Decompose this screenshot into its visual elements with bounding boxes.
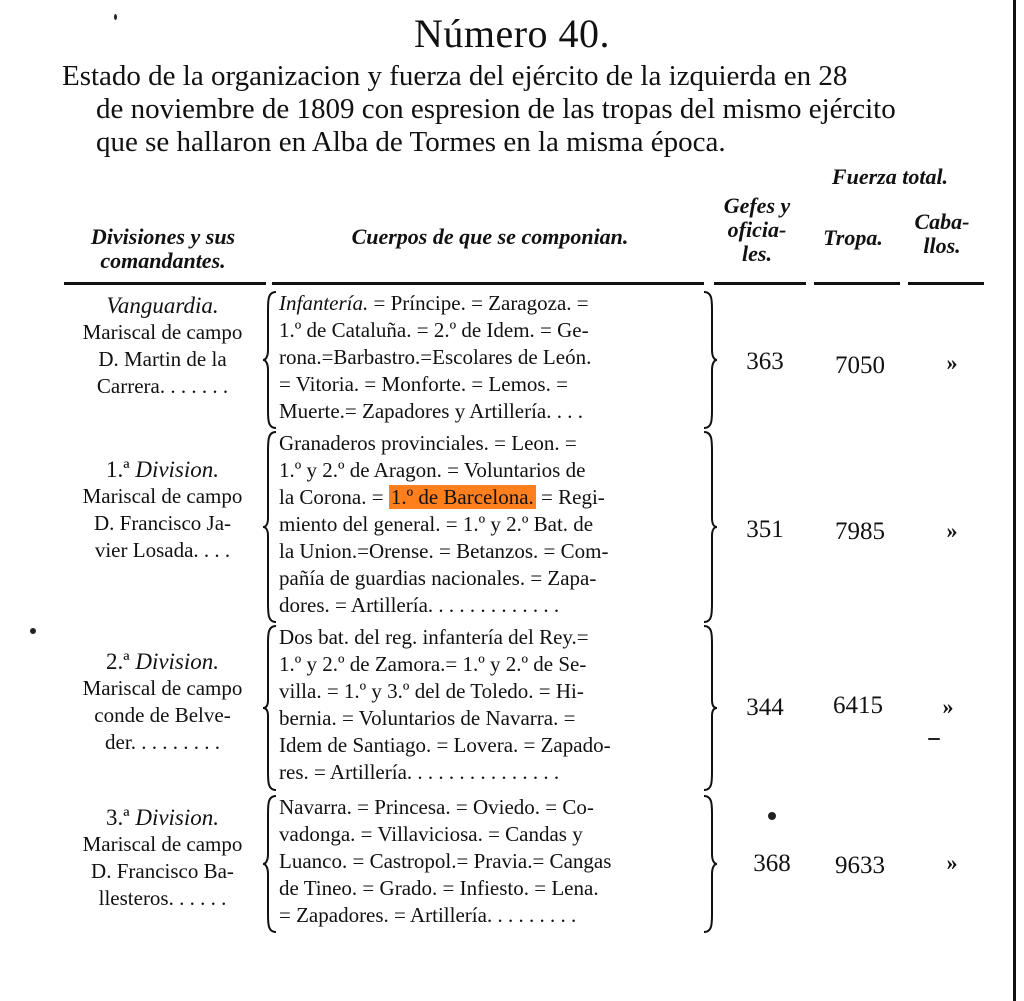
page-edge-line <box>1013 0 1016 1001</box>
division-name <box>60 648 265 675</box>
row-division-2-commander <box>60 648 265 756</box>
row-vanguardia-cuerpos <box>279 290 707 425</box>
body-line: Navarra. = Princesa. = Oviedo. = Co- <box>279 795 594 819</box>
division-name <box>60 456 265 483</box>
header-rule-gefes <box>714 282 806 285</box>
body-line: de Tineo. = Grado. = Infiesto. = Lena. <box>279 876 599 900</box>
body-line: rona.=Barbastro.=Escolares de León. <box>279 345 592 369</box>
left-brace <box>262 794 278 934</box>
body-text: = Regi- <box>535 485 605 509</box>
right-brace <box>702 430 718 624</box>
right-brace <box>702 794 718 934</box>
ink-speck <box>928 738 940 740</box>
caballos-value: » <box>946 350 958 375</box>
division-name: Vanguardia. <box>106 293 219 318</box>
header-line: comandantes. <box>100 248 226 273</box>
header-cuerpos: Cuerpos de que se componian. <box>351 224 629 249</box>
commander-line: Mariscal de campo <box>82 320 243 344</box>
commander-line: Carrera. . . . . . . <box>96 374 229 398</box>
body-line: res. = Artillería. . . . . . . . . . . . . . . <box>279 760 560 784</box>
commander-line: Mariscal de campo <box>82 484 243 508</box>
division-prefix: 1.ª <box>105 457 130 482</box>
commander-line: llesteros. . . . . . <box>98 886 227 910</box>
body-line: = Zapadores. = Artillería. . . . . . . . . <box>279 903 577 927</box>
division-prefix: 2.ª <box>105 649 130 674</box>
division-label: Division. <box>135 805 220 830</box>
body-line: Granaderos provinciales. = Leon. = <box>279 431 577 455</box>
commander-line: Mariscal de campo <box>82 676 243 700</box>
gefes-value: 344 <box>746 694 784 721</box>
body-line <box>279 484 707 511</box>
row-vanguardia-commander <box>60 292 265 400</box>
row-division-1-commander <box>60 456 265 564</box>
header-line: Divisiones y sus <box>90 224 236 249</box>
header-rule-cuerpos <box>272 282 704 285</box>
commander-line: D. Francisco Ja- <box>93 511 232 535</box>
header-caballos <box>902 210 982 258</box>
caballos-value: » <box>942 694 954 719</box>
body-line: villa. = 1.º y 3.º del de Toledo. = Hi- <box>279 679 584 703</box>
body-line: vadonga. = Villaviciosa. = Candas y <box>279 822 583 846</box>
header-line: llos. <box>923 233 961 258</box>
header-tropa: Tropa. <box>823 225 883 250</box>
tropa-value: 7050 <box>835 352 885 379</box>
header-line: Caba- <box>914 209 970 234</box>
header-rule-divisiones <box>64 282 266 285</box>
commander-line: conde de Belve- <box>94 703 231 727</box>
header-line: les. <box>742 241 772 266</box>
body-line <box>279 290 707 317</box>
body-line: pañía de guardias nacionales. = Zapa- <box>279 566 597 590</box>
row-division-2-cuerpos <box>279 624 707 786</box>
body-line: bernia. = Voluntarios de Navarra. = <box>279 706 576 730</box>
commander-line: D. Martin de la <box>98 347 227 371</box>
subtitle-line: de noviembre de 1809 con espresion de las tropas del mismo ejército <box>96 93 896 125</box>
highlighted-text: 1.º de Barcelona. <box>390 485 534 509</box>
row-division-3-cuerpos <box>279 794 707 929</box>
body-line: miento del general. = 1.º y 2.º Bat. de <box>279 512 594 536</box>
subtitle-line: que se hallaron en Alba de Tormes en la misma época. <box>96 126 726 158</box>
division-prefix: 3.ª <box>105 805 130 830</box>
body-line: Luanco. = Castropol.= Pravia.= Cangas <box>279 849 612 873</box>
header-rule-tropa <box>814 282 900 285</box>
subtitle <box>62 60 992 159</box>
row-division-1-cuerpos <box>279 430 707 619</box>
body-text: la Corona. = <box>279 485 389 509</box>
gefes-value: 351 <box>746 516 784 543</box>
commander-line: vier Losada. . . . <box>94 538 231 562</box>
tropa-value: 7985 <box>835 518 885 545</box>
row-division-3-commander <box>60 804 265 912</box>
gefes-value: 368 <box>753 850 791 877</box>
tropa-value: 9633 <box>835 852 885 879</box>
subtitle-line: Estado de la organizacion y fuerza del ejército de la izquierda en 28 <box>62 60 848 92</box>
body-line: 1.º de Cataluña. = 2.º de Idem. = Ge- <box>279 318 589 342</box>
left-brace <box>262 624 278 792</box>
body-line: la Union.=Orense. = Betanzos. = Com- <box>279 539 609 563</box>
body-line: Idem de Santiago. = Lovera. = Zapado- <box>279 733 611 757</box>
body-line: 1.º y 2.º de Zamora.= 1.º y 2.º de Se- <box>279 652 587 676</box>
ink-speck <box>114 14 117 20</box>
caballos-value: » <box>946 850 958 875</box>
body-line: Dos bat. del reg. infantería del Rey.= <box>279 625 589 649</box>
body-line: Muerte.= Zapadores y Artillería. . . . <box>279 399 583 423</box>
gefes-value: 363 <box>746 348 784 375</box>
header-divisiones <box>58 225 268 273</box>
left-brace <box>262 430 278 624</box>
tropa-value: 6415 <box>833 692 883 719</box>
right-brace <box>702 290 718 430</box>
left-brace <box>262 290 278 430</box>
caballos-value: » <box>946 518 958 543</box>
division-name <box>60 804 265 831</box>
division-label: Division. <box>135 649 220 674</box>
body-text: = Príncipe. = Zaragoza. = <box>368 291 589 315</box>
commander-line: der. . . . . . . . . <box>105 730 220 754</box>
header-line: oficia- <box>727 217 787 242</box>
header-rule-caballos <box>908 282 984 285</box>
commander-line: D. Francisco Ba- <box>91 859 234 883</box>
right-brace <box>702 624 718 792</box>
commander-line: Mariscal de campo <box>82 832 243 856</box>
page-title: Número 40. <box>413 11 611 56</box>
header-line: Gefes y <box>723 193 791 218</box>
division-label: Division. <box>135 457 220 482</box>
body-line: = Vitoria. = Monforte. = Lemos. = <box>279 372 568 396</box>
header-gefes <box>710 194 804 266</box>
ink-speck <box>30 628 36 634</box>
body-line: 1.º y 2.º de Aragon. = Voluntarios de <box>279 458 586 482</box>
body-line: dores. = Artillería. . . . . . . . . . . . . <box>279 593 560 617</box>
header-fuerza-total: Fuerza total. <box>831 164 949 189</box>
body-italic: Infantería. <box>279 291 369 315</box>
ink-speck <box>768 812 776 820</box>
